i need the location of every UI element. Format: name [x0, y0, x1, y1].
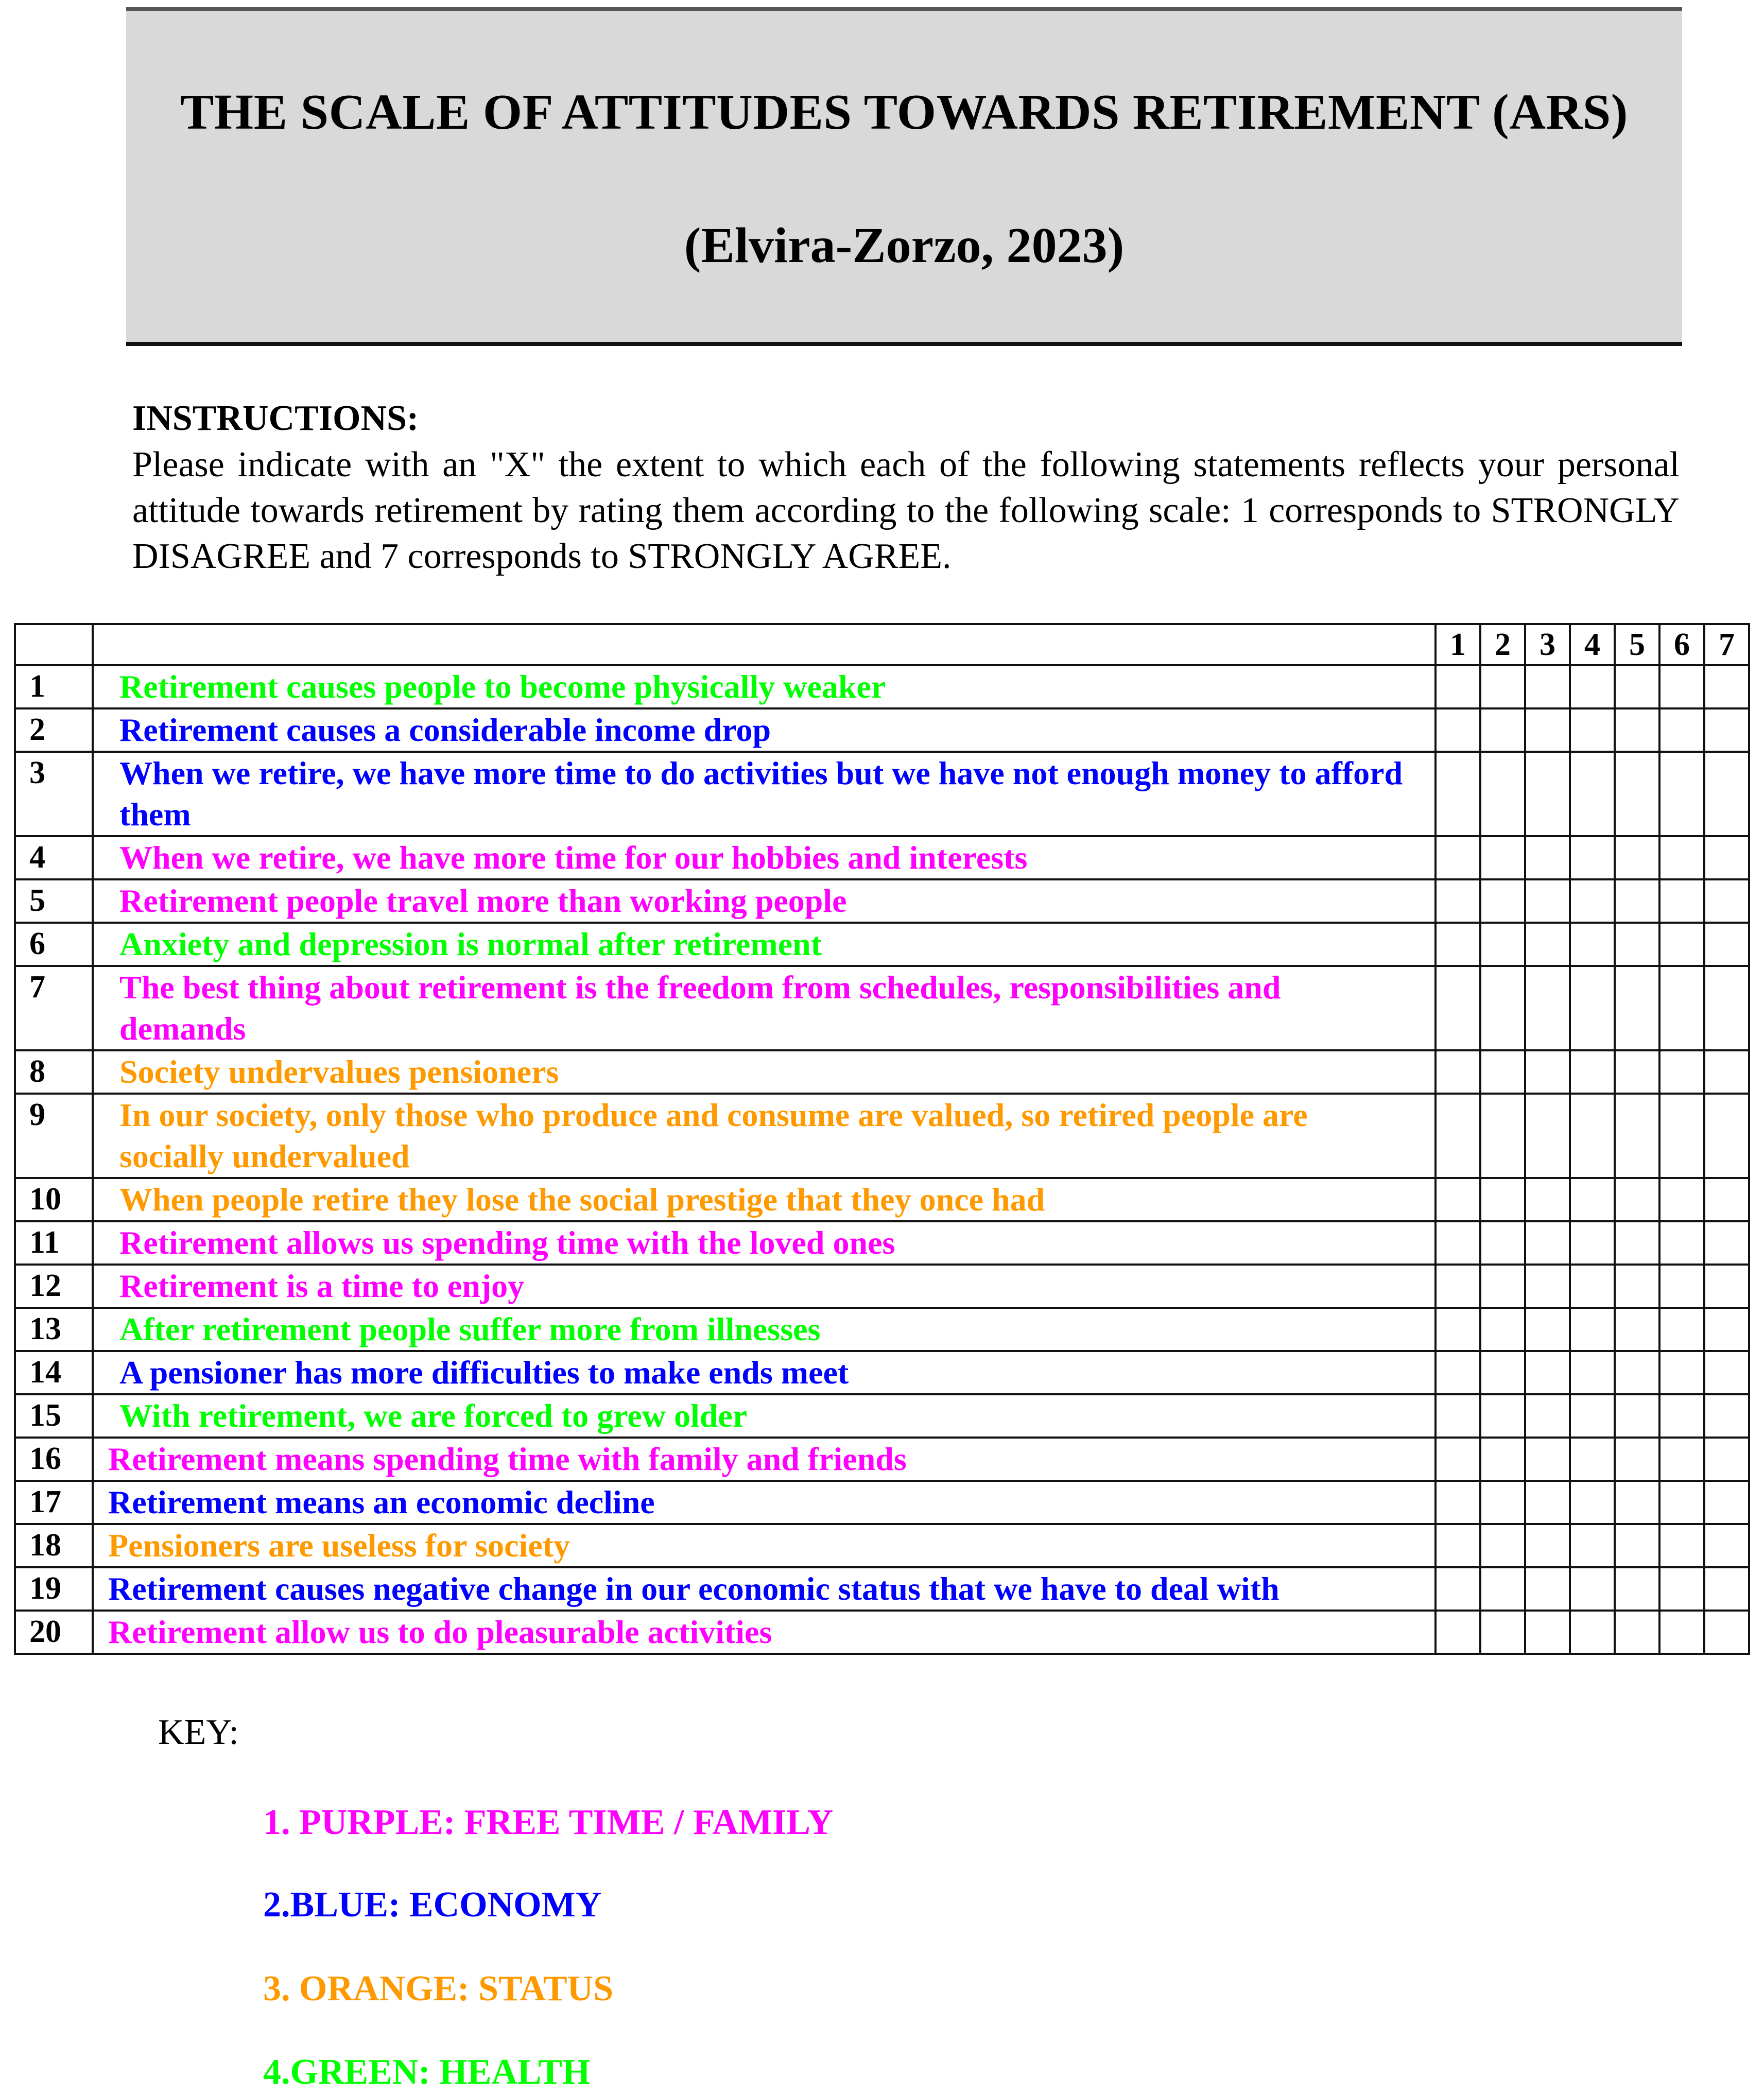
rating-cell-1[interactable] — [1436, 752, 1480, 836]
rating-cell-7[interactable] — [1704, 1308, 1749, 1351]
rating-cell-5[interactable] — [1615, 923, 1659, 966]
table-row — [15, 879, 1749, 923]
rating-cell-7[interactable] — [1704, 879, 1749, 923]
rating-cell-5[interactable] — [1615, 1265, 1659, 1308]
rating-cell-6[interactable] — [1659, 836, 1704, 879]
header-statement-cell — [93, 624, 1436, 665]
rating-cell-1[interactable] — [1436, 1524, 1480, 1567]
rating-cell-1[interactable] — [1436, 1567, 1480, 1611]
table-row — [15, 966, 1749, 1050]
rating-cell-5[interactable] — [1615, 879, 1659, 923]
rating-cell-5[interactable] — [1615, 1567, 1659, 1611]
rating-cell-6[interactable] — [1659, 1094, 1704, 1178]
rating-header-4: 4 — [1570, 624, 1615, 665]
rating-cell-2[interactable] — [1480, 966, 1525, 1050]
rating-cell-7[interactable] — [1704, 1567, 1749, 1611]
rating-cell-2[interactable] — [1480, 752, 1525, 836]
rating-cell-4[interactable] — [1570, 1178, 1615, 1221]
table-row — [15, 752, 1749, 836]
rating-cell-3[interactable] — [1525, 1611, 1570, 1654]
item-statement: Retirement causes a considerable income drop — [93, 708, 1436, 752]
table-row — [15, 923, 1749, 966]
rating-cell-3[interactable] — [1525, 1351, 1570, 1394]
rating-cell-1[interactable] — [1436, 966, 1480, 1050]
rating-cell-2[interactable] — [1480, 1050, 1525, 1094]
rating-header-3: 3 — [1525, 624, 1570, 665]
item-number: 5 — [15, 879, 93, 923]
rating-cell-7[interactable] — [1704, 752, 1749, 836]
item-statement: Anxiety and depression is normal after retirement — [93, 923, 1436, 966]
item-number: 9 — [15, 1094, 93, 1178]
key-item-blue: 2.BLUE: ECONOMY — [263, 1885, 602, 1925]
rating-cell-5[interactable] — [1615, 708, 1659, 752]
table-row — [15, 1611, 1749, 1654]
rating-cell-6[interactable] — [1659, 1394, 1704, 1438]
rating-cell-6[interactable] — [1659, 1308, 1704, 1351]
rating-cell-7[interactable] — [1704, 1351, 1749, 1394]
item-number: 7 — [15, 966, 93, 1050]
rating-cell-1[interactable] — [1436, 1178, 1480, 1221]
rating-cell-7[interactable] — [1704, 1094, 1749, 1178]
rating-cell-2[interactable] — [1480, 1438, 1525, 1481]
rating-cell-2[interactable] — [1480, 836, 1525, 879]
rating-cell-3[interactable] — [1525, 1524, 1570, 1567]
item-statement: When we retire, we have more time to do activities but we have not enough money to afford them — [93, 752, 1436, 836]
rating-cell-2[interactable] — [1480, 879, 1525, 923]
rating-cell-4[interactable] — [1570, 836, 1615, 879]
rating-cell-5[interactable] — [1615, 966, 1659, 1050]
rating-cell-1[interactable] — [1436, 1481, 1480, 1524]
table-row — [15, 1308, 1749, 1351]
table-row — [15, 708, 1749, 752]
item-statement: Retirement allows us spending time with the loved ones — [93, 1221, 1436, 1265]
rating-cell-5[interactable] — [1615, 1094, 1659, 1178]
item-number: 17 — [15, 1481, 93, 1524]
item-number: 16 — [15, 1438, 93, 1481]
rating-cell-1[interactable] — [1436, 923, 1480, 966]
table-row — [15, 1351, 1749, 1394]
rating-cell-3[interactable] — [1525, 1567, 1570, 1611]
rating-cell-4[interactable] — [1570, 1524, 1615, 1567]
rating-cell-6[interactable] — [1659, 1265, 1704, 1308]
rating-cell-5[interactable] — [1615, 1178, 1659, 1221]
item-statement: Retirement people travel more than working people — [93, 879, 1436, 923]
rating-cell-2[interactable] — [1480, 708, 1525, 752]
rating-cell-7[interactable] — [1704, 1611, 1749, 1654]
rating-cell-2[interactable] — [1480, 665, 1525, 708]
item-statement: The best thing about retirement is the freedom from schedules, responsibilities and demands — [93, 966, 1436, 1050]
item-number: 15 — [15, 1394, 93, 1438]
rating-cell-1[interactable] — [1436, 836, 1480, 879]
rating-cell-1[interactable] — [1436, 1351, 1480, 1394]
rating-cell-2[interactable] — [1480, 1351, 1525, 1394]
rating-cell-4[interactable] — [1570, 752, 1615, 836]
rating-cell-6[interactable] — [1659, 665, 1704, 708]
rating-cell-2[interactable] — [1480, 1094, 1525, 1178]
rating-cell-5[interactable] — [1615, 1524, 1659, 1567]
rating-cell-4[interactable] — [1570, 708, 1615, 752]
item-statement: Retirement causes people to become physically weaker — [93, 665, 1436, 708]
rating-cell-4[interactable] — [1570, 1481, 1615, 1524]
table-row — [15, 1094, 1749, 1178]
rating-cell-6[interactable] — [1659, 923, 1704, 966]
rating-cell-1[interactable] — [1436, 1611, 1480, 1654]
item-statement: Retirement means an economic decline — [93, 1481, 1436, 1524]
item-statement: With retirement, we are forced to grew older — [93, 1394, 1436, 1438]
rating-cell-2[interactable] — [1480, 1481, 1525, 1524]
rating-cell-3[interactable] — [1525, 1094, 1570, 1178]
rating-cell-2[interactable] — [1480, 1308, 1525, 1351]
rating-cell-6[interactable] — [1659, 1178, 1704, 1221]
rating-header-1: 1 — [1436, 624, 1480, 665]
rating-cell-3[interactable] — [1525, 1394, 1570, 1438]
rating-cell-6[interactable] — [1659, 1481, 1704, 1524]
rating-cell-6[interactable] — [1659, 1351, 1704, 1394]
rating-cell-5[interactable] — [1615, 1394, 1659, 1438]
table-header-row — [15, 624, 1749, 665]
rating-cell-5[interactable] — [1615, 1221, 1659, 1265]
table-row — [15, 1567, 1749, 1611]
rating-cell-6[interactable] — [1659, 752, 1704, 836]
rating-cell-2[interactable] — [1480, 923, 1525, 966]
rating-header-5: 5 — [1615, 624, 1659, 665]
table-row — [15, 1050, 1749, 1094]
rating-cell-7[interactable] — [1704, 966, 1749, 1050]
rating-cell-2[interactable] — [1480, 1567, 1525, 1611]
rating-cell-2[interactable] — [1480, 1221, 1525, 1265]
item-statement: After retirement people suffer more from illnesses — [93, 1308, 1436, 1351]
item-number: 8 — [15, 1050, 93, 1094]
rating-cell-4[interactable] — [1570, 1050, 1615, 1094]
rating-cell-7[interactable] — [1704, 665, 1749, 708]
rating-cell-7[interactable] — [1704, 1524, 1749, 1567]
rating-cell-7[interactable] — [1704, 1050, 1749, 1094]
rating-cell-7[interactable] — [1704, 836, 1749, 879]
rating-cell-6[interactable] — [1659, 966, 1704, 1050]
item-statement: When people retire they lose the social prestige that they once had — [93, 1178, 1436, 1221]
item-statement: Retirement is a time to enjoy — [93, 1265, 1436, 1308]
rating-cell-4[interactable] — [1570, 1094, 1615, 1178]
item-statement: A pensioner has more difficulties to make ends meet — [93, 1351, 1436, 1394]
key-label: KEY: — [158, 1712, 239, 1752]
rating-cell-5[interactable] — [1615, 1351, 1659, 1394]
rating-cell-7[interactable] — [1704, 1438, 1749, 1481]
document-title: THE SCALE OF ATTITUDES TOWARDS RETIREMENT (ARS) — [180, 84, 1628, 140]
rating-cell-3[interactable] — [1525, 879, 1570, 923]
rating-cell-1[interactable] — [1436, 665, 1480, 708]
rating-cell-6[interactable] — [1659, 708, 1704, 752]
rating-cell-5[interactable] — [1615, 1481, 1659, 1524]
item-number: 1 — [15, 665, 93, 708]
rating-cell-5[interactable] — [1615, 1611, 1659, 1654]
item-number: 12 — [15, 1265, 93, 1308]
rating-cell-5[interactable] — [1615, 1050, 1659, 1094]
table-row — [15, 1438, 1749, 1481]
rating-cell-5[interactable] — [1615, 836, 1659, 879]
instructions-text: Please indicate with an "X" the extent to which each of the following statements reflects your personal attitude towards retirement by rating them according to the following scale: 1 corresponds to STRONGLY DISAGREE and 7 corresponds to STRONGLY AGREE. — [132, 445, 1680, 576]
rating-cell-1[interactable] — [1436, 1221, 1480, 1265]
rating-cell-4[interactable] — [1570, 1611, 1615, 1654]
rating-cell-4[interactable] — [1570, 1394, 1615, 1438]
item-statement: When we retire, we have more time for our hobbies and interests — [93, 836, 1436, 879]
rating-cell-2[interactable] — [1480, 1394, 1525, 1438]
rating-cell-5[interactable] — [1615, 752, 1659, 836]
item-number: 3 — [15, 752, 93, 836]
key-item-orange: 3. ORANGE: STATUS — [263, 1969, 614, 2009]
rating-cell-6[interactable] — [1659, 1567, 1704, 1611]
rating-cell-7[interactable] — [1704, 1178, 1749, 1221]
rating-cell-4[interactable] — [1570, 1265, 1615, 1308]
rating-cell-7[interactable] — [1704, 1221, 1749, 1265]
table-row — [15, 665, 1749, 708]
rating-cell-6[interactable] — [1659, 1611, 1704, 1654]
table-row — [15, 836, 1749, 879]
rating-cell-3[interactable] — [1525, 1265, 1570, 1308]
instructions-heading: INSTRUCTIONS: — [132, 399, 419, 438]
rating-cell-5[interactable] — [1615, 665, 1659, 708]
rating-header-7: 7 — [1704, 624, 1749, 665]
rating-cell-6[interactable] — [1659, 879, 1704, 923]
rating-cell-1[interactable] — [1436, 708, 1480, 752]
rating-cell-4[interactable] — [1570, 966, 1615, 1050]
table-row — [15, 1394, 1749, 1438]
item-statement: Society undervalues pensioners — [93, 1050, 1436, 1094]
document-citation: (Elvira-Zorzo, 2023) — [684, 218, 1125, 273]
rating-cell-2[interactable] — [1480, 1178, 1525, 1221]
rating-cell-4[interactable] — [1570, 923, 1615, 966]
rating-cell-3[interactable] — [1525, 1178, 1570, 1221]
key-item-green: 4.GREEN: HEALTH — [263, 2052, 591, 2092]
rating-cell-1[interactable] — [1436, 1094, 1480, 1178]
rating-cell-5[interactable] — [1615, 1438, 1659, 1481]
rating-header-6: 6 — [1659, 624, 1704, 665]
rating-cell-4[interactable] — [1570, 1221, 1615, 1265]
item-statement: Retirement causes negative change in our economic status that we have to deal with — [93, 1567, 1436, 1611]
item-number: 18 — [15, 1524, 93, 1567]
rating-cell-4[interactable] — [1570, 879, 1615, 923]
rating-cell-2[interactable] — [1480, 1611, 1525, 1654]
rating-cell-3[interactable] — [1525, 665, 1570, 708]
item-number: 13 — [15, 1308, 93, 1351]
item-number: 10 — [15, 1178, 93, 1221]
item-number: 19 — [15, 1567, 93, 1611]
rating-cell-2[interactable] — [1480, 1265, 1525, 1308]
table-row — [15, 1221, 1749, 1265]
title-band — [126, 7, 1682, 346]
rating-cell-1[interactable] — [1436, 1050, 1480, 1094]
item-statement: In our society, only those who produce and consume are valued, so retired people are socially undervalued — [93, 1094, 1436, 1178]
item-number: 11 — [15, 1221, 93, 1265]
rating-cell-7[interactable] — [1704, 1265, 1749, 1308]
rating-cell-3[interactable] — [1525, 1050, 1570, 1094]
rating-cell-1[interactable] — [1436, 1394, 1480, 1438]
rating-cell-3[interactable] — [1525, 1438, 1570, 1481]
key-item-purple: 1. PURPLE: FREE TIME / FAMILY — [263, 1803, 834, 1842]
rating-cell-4[interactable] — [1570, 665, 1615, 708]
rating-cell-1[interactable] — [1436, 1265, 1480, 1308]
item-number: 2 — [15, 708, 93, 752]
rating-cell-3[interactable] — [1525, 923, 1570, 966]
item-statement: Retirement allow us to do pleasurable activities — [93, 1611, 1436, 1654]
rating-cell-7[interactable] — [1704, 923, 1749, 966]
rating-cell-1[interactable] — [1436, 1438, 1480, 1481]
rating-cell-3[interactable] — [1525, 966, 1570, 1050]
rating-cell-6[interactable] — [1659, 1524, 1704, 1567]
table-row — [15, 1265, 1749, 1308]
rating-cell-4[interactable] — [1570, 1567, 1615, 1611]
rating-cell-3[interactable] — [1525, 836, 1570, 879]
rating-cell-5[interactable] — [1615, 1308, 1659, 1351]
table-row — [15, 1481, 1749, 1524]
rating-cell-3[interactable] — [1525, 1308, 1570, 1351]
rating-cell-3[interactable] — [1525, 1481, 1570, 1524]
rating-cell-3[interactable] — [1525, 708, 1570, 752]
rating-cell-4[interactable] — [1570, 1438, 1615, 1481]
rating-cell-1[interactable] — [1436, 1308, 1480, 1351]
item-statement: Retirement means spending time with family and friends — [93, 1438, 1436, 1481]
item-number: 6 — [15, 923, 93, 966]
table-row — [15, 1178, 1749, 1221]
table-row — [15, 1524, 1749, 1567]
rating-cell-2[interactable] — [1480, 1524, 1525, 1567]
item-number: 14 — [15, 1351, 93, 1394]
rating-cell-6[interactable] — [1659, 1221, 1704, 1265]
rating-cell-3[interactable] — [1525, 752, 1570, 836]
rating-cell-6[interactable] — [1659, 1050, 1704, 1094]
attitude-scale-table — [14, 623, 1750, 1655]
rating-cell-7[interactable] — [1704, 708, 1749, 752]
item-number: 4 — [15, 836, 93, 879]
rating-cell-6[interactable] — [1659, 1438, 1704, 1481]
item-statement: Pensioners are useless for society — [93, 1524, 1436, 1567]
rating-cell-3[interactable] — [1525, 1221, 1570, 1265]
rating-header-2: 2 — [1480, 624, 1525, 665]
rating-cell-7[interactable] — [1704, 1481, 1749, 1524]
item-number: 20 — [15, 1611, 93, 1654]
rating-cell-7[interactable] — [1704, 1394, 1749, 1438]
rating-cell-1[interactable] — [1436, 879, 1480, 923]
rating-cell-4[interactable] — [1570, 1308, 1615, 1351]
rating-cell-4[interactable] — [1570, 1351, 1615, 1394]
header-number-cell — [15, 624, 93, 665]
